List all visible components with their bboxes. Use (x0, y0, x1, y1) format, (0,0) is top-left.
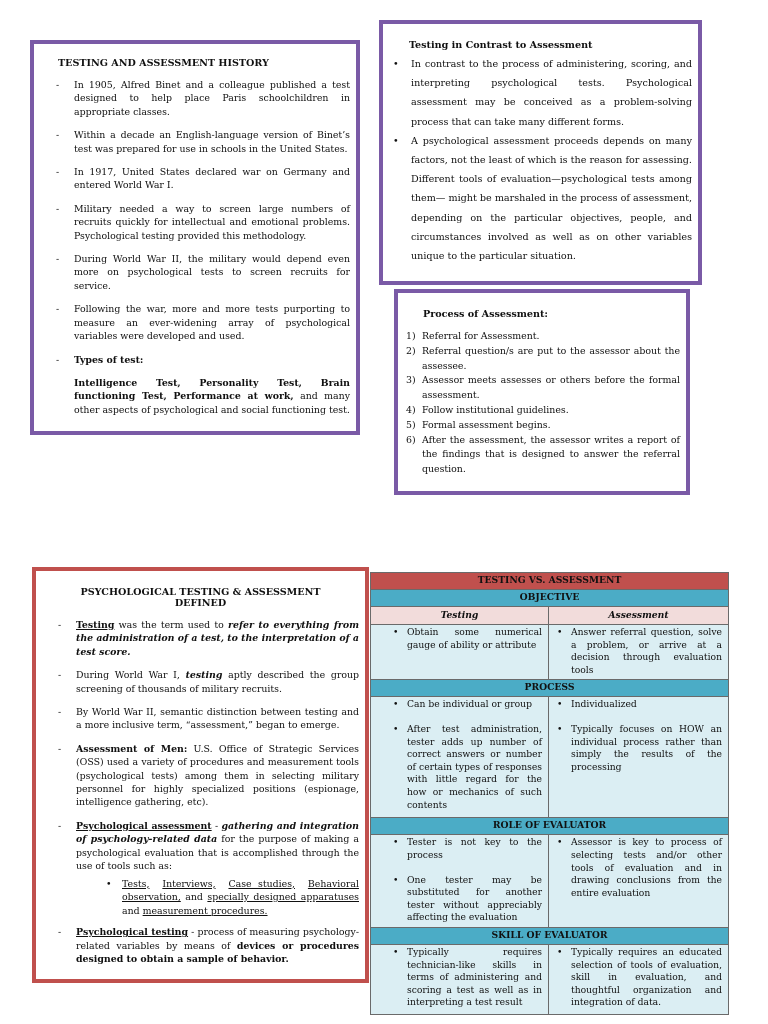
list-item: - Assessment of Men: U.S. Office of Strategic Services (OSS) used a variety of procedures and measurement tools (psychological tests) among them in selecting military personnel for highly specialized positions (espionage, intelligence gathering, etc). (58, 743, 359, 810)
list-item: - By World War II, semantic distinction between testing and a more inclusive term, “assessment,” began to emerge. (58, 706, 359, 733)
table-row (371, 944, 729, 1014)
list-item: 2) Referral question/s are put to the assessor about the assessee. (406, 345, 680, 372)
tools-list (58, 878, 359, 919)
list-item: • Typically requires technician-like skills in terms of administering and scoring a test as well as in interpreting a test result (371, 947, 542, 1010)
list-item: - In 1917, United States declared war on Germany and entered World War I. (56, 166, 350, 193)
list-item: - Within a decade an English-language version of Binet’s test was prepared for use in schools in the United States. (56, 129, 350, 156)
list-item: - Testing was the term used to refer to everything from the administration of a test, to the interpretation of a test score. (58, 619, 359, 659)
list-item: - During World War II, the military would depend even more on psychological tests to screen recruits for service. (56, 253, 350, 293)
list-item: - Psychological testing - process of measuring psychology-related variables by means of devices or procedures designed to obtain a sample of behavior. (58, 926, 359, 966)
contrast-title: Testing in Contrast to Assessment (409, 40, 593, 51)
list-item: • Individualized (549, 699, 722, 712)
list-item: - In 1905, Alfred Binet and a colleague published a test designed to help place Paris schoolchildren in appropriate classes. (56, 79, 350, 119)
process-box (394, 289, 690, 495)
list-item: - During World War I, testing aptly described the group screening of thousands of military recruits. (58, 669, 359, 696)
testing-vs-assessment-table (370, 572, 729, 1015)
process-steps (406, 330, 680, 478)
list-item: 6) After the assessment, the assessor writes a report of the findings that is designed to answer the referral question. (406, 434, 680, 476)
section-heading: OBJECTIVE (371, 590, 729, 607)
table-row (371, 625, 729, 680)
list-item: • Tester is not key to the process (371, 837, 542, 862)
list-item: 5) Formal assessment begins. (406, 419, 551, 431)
types-text (56, 377, 350, 417)
column-header-assessment: Assessment (549, 607, 729, 625)
list-item: • After test administration, tester adds up number of correct answers or number of certain types of responses with little regard for the how or mechanics of such contents (371, 724, 542, 812)
history-list (56, 79, 350, 367)
list-item: • Tests, Interviews, Case studies, Behavioral observation, and specially designed apparatuses and measurement procedures. (106, 878, 359, 919)
section-heading: SKILL OF EVALUATOR (371, 927, 729, 944)
column-header-testing: Testing (371, 607, 549, 625)
list-item: • Typically requires an educated selection of tools of evaluation, skill in evaluation, and thoughtful organization and integration of data. (549, 947, 722, 1010)
section-heading: PROCESS (371, 680, 729, 697)
defined-title: PSYCHOLOGICAL TESTING & ASSESSMENT DEFINED (80, 587, 321, 609)
table-row (371, 835, 729, 928)
list-item: • Assessor is key to process of selecting tests and/or other tools of evaluation and in drawing conclusions from the entire evaluation (549, 837, 722, 900)
list-item: • One tester may be substituted for another tester without appreciably affecting the evaluation (371, 875, 542, 925)
types-label: Types of test: (74, 354, 144, 366)
history-box (30, 40, 360, 435)
types-rest: and many other aspects of psychological and social functioning test. (74, 391, 350, 416)
list-item: • A psychological assessment proceeds depends on many factors, not the least of which is the reason for assessing. Different tools of evaluation—psychological tests among them— might be marshaled in the process of assessment, depending on the particular objectives, people, and circumstances involved as well as on other variables unique to the particular situation. (389, 132, 692, 266)
contrast-box (379, 20, 702, 285)
defined-list (58, 619, 359, 874)
list-item: • In contrast to the process of administering, scoring, and interpreting psychological tests. Psychological assessment may be conceived as a problem-solving process that can take many different forms. (389, 55, 692, 132)
list-item (56, 354, 350, 367)
section-heading: ROLE OF EVALUATOR (371, 818, 729, 835)
list-item: - Following the war, more and more tests purporting to measure an ever-widening array of psychological variables were developed and used. (56, 303, 350, 343)
list-item: - Psychological assessment - gathering and integration of psychology-related data for the purpose of making a psychological evaluation that is accomplished through the use of tools such as: (58, 820, 359, 874)
list-item: 3) Assessor meets assesses or others before the formal assessment. (406, 375, 680, 402)
list-item: • Obtain some numerical gauge of ability or attribute (371, 627, 542, 652)
defined-box (32, 567, 369, 983)
process-title: Process of Assessment: (423, 309, 548, 320)
list-item: • Answer referral question, solve a problem, or arrive at a decision through evaluation tools (549, 627, 722, 677)
types-bold: Intelligence Test, Personality Test, Brain functioning Test, Performance at work, (74, 377, 350, 403)
contrast-list (389, 55, 692, 266)
table-title: TESTING VS. ASSESSMENT (371, 573, 729, 590)
list-item: • Can be individual or group (371, 699, 542, 712)
list-item: 4) Follow institutional guidelines. (406, 404, 569, 416)
history-title: TESTING AND ASSESSMENT HISTORY (58, 58, 269, 69)
list-item: • Typically focuses on HOW an individual process rather than simply the results of the processing (549, 724, 722, 774)
table-row (371, 697, 729, 818)
list-item: - Military needed a way to screen large numbers of recruits quickly for intellectual and emotional problems. Psychological testing provided this methodology. (56, 203, 350, 243)
list-item: 1) Referral for Assessment. (406, 331, 540, 342)
